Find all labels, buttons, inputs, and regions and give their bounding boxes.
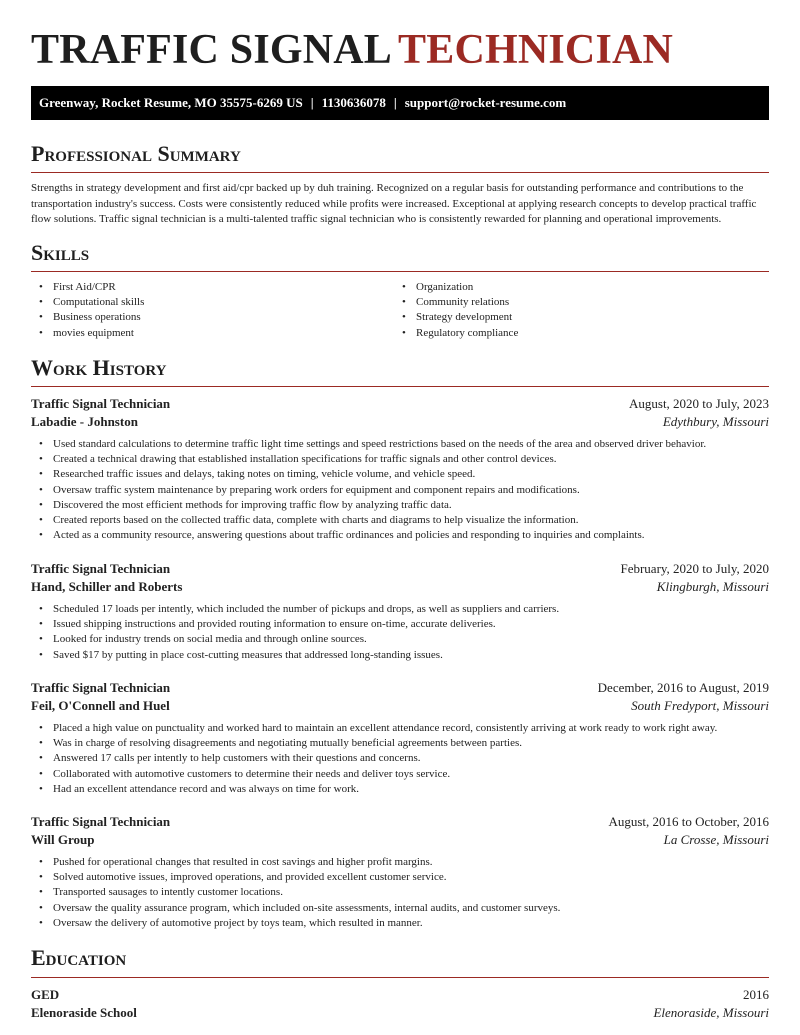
education-subheader — [31, 1004, 769, 1021]
job-duties — [31, 602, 769, 663]
education-entry — [31, 986, 769, 1021]
job-entry — [31, 813, 769, 931]
contact-separator: | — [393, 95, 397, 110]
education-school: Elenoraside School — [31, 1005, 137, 1020]
job-company: Feil, O'Connell and Huel — [31, 698, 170, 713]
duty-item: • Researched traffic issues and delays, taking notes on timing, vehicle volume, and vehicle speed. — [31, 467, 769, 482]
candidate-name — [31, 26, 673, 74]
name-first: TRAFFIC SIGNAL — [31, 27, 393, 73]
job-title: Traffic Signal Technician — [31, 814, 171, 829]
section-divider — [31, 386, 769, 387]
job-location: South Fredyport, Missouri — [631, 698, 769, 713]
job-entry — [31, 679, 769, 797]
education-header — [31, 986, 769, 1003]
section-divider — [31, 172, 769, 173]
job-duties — [31, 437, 769, 543]
duty-item: • Saved $17 by putting in place cost-cutting measures that addressed long-standing issues. — [31, 648, 769, 663]
summary-heading: Professional Summary — [31, 141, 241, 166]
duty-item: • Used standard calculations to determine traffic light time settings and speed restrictions based on the needs of the area and observed driver behavior. — [31, 437, 769, 452]
duty-item: • Acted as a community resource, answering questions about traffic ordinances and policies and responding to inquiries and complaints. — [31, 528, 769, 543]
duty-item: • Looked for industry trends on social media and through online sources. — [31, 632, 769, 647]
duty-item: • Oversaw the delivery of automotive project by toys team, which resulted in manner. — [31, 916, 769, 931]
duty-item: • Scheduled 17 loads per intently, which included the number of pickups and drops, as well as suppliers and carriers. — [31, 602, 769, 617]
skill-item: • Business operations — [31, 310, 391, 325]
duty-item: • Issued shipping instructions and provided routing information to ensure on-time, accurate deliveries. — [31, 617, 769, 632]
duty-item: • Answered 17 calls per intently to help customers with their questions and concerns. — [31, 751, 769, 766]
job-title: Traffic Signal Technician — [31, 561, 171, 576]
job-duties — [31, 721, 769, 797]
education-degree: GED — [31, 987, 60, 1002]
duty-item: • Pushed for operational changes that resulted in cost savings and higher profit margins. — [31, 855, 769, 870]
skills-list-right — [394, 280, 764, 341]
duty-item: • Oversaw the quality assurance program, which included on-site assessments, internal audits, and customer surveys. — [31, 901, 769, 916]
job-location: La Crosse, Missouri — [663, 832, 769, 847]
job-title: Traffic Signal Technician — [31, 680, 171, 695]
job-entry — [31, 560, 769, 663]
education-year: 2016 — [743, 987, 769, 1002]
contact-separator: | — [310, 95, 314, 110]
section-divider — [31, 271, 769, 272]
job-header — [31, 560, 769, 577]
duty-item: • Oversaw traffic system maintenance by preparing work orders for equipment and component repairs and modifications. — [31, 483, 769, 498]
job-dates: August, 2020 to July, 2023 — [629, 396, 769, 411]
skills-heading: Skills — [31, 240, 90, 265]
job-company: Labadie - Johnston — [31, 414, 138, 429]
education-location: Elenoraside, Missouri — [653, 1005, 769, 1020]
job-subheader — [31, 413, 769, 430]
education-heading: Education — [31, 945, 127, 970]
name-last: TECHNICIAN — [398, 27, 674, 73]
contact-phone[interactable]: 1130636078 — [321, 95, 386, 110]
duty-item: • Had an excellent attendance record and was always on time for work. — [31, 782, 769, 797]
job-header — [31, 813, 769, 830]
duty-item: • Transported sausages to intently customer locations. — [31, 885, 769, 900]
job-title: Traffic Signal Technician — [31, 396, 171, 411]
section-divider — [31, 977, 769, 978]
contact-bar — [31, 86, 769, 120]
skills-list-left — [31, 280, 391, 341]
duty-item: • Created reports based on the collected traffic data, complete with charts and diagrams to help visualize the information. — [31, 513, 769, 528]
job-dates: February, 2020 to July, 2020 — [620, 561, 769, 576]
job-header — [31, 679, 769, 696]
skill-item: • movies equipment — [31, 326, 391, 341]
contact-address: Greenway, Rocket Resume, MO 35575-6269 US — [39, 95, 303, 110]
job-dates: December, 2016 to August, 2019 — [597, 680, 769, 695]
duty-item: • Solved automotive issues, improved operations, and provided excellent customer service. — [31, 870, 769, 885]
job-subheader — [31, 697, 769, 714]
skill-item: • First Aid/CPR — [31, 280, 391, 295]
job-entry — [31, 395, 769, 543]
duty-item: • Discovered the most efficient methods for improving traffic flow by analyzing traffic data. — [31, 498, 769, 513]
skill-item: • Community relations — [394, 295, 764, 310]
job-location: Edythbury, Missouri — [662, 414, 769, 429]
skill-item: • Regulatory compliance — [394, 326, 764, 341]
job-company: Will Group — [31, 832, 95, 847]
duty-item: • Placed a high value on punctuality and worked hard to maintain an excellent attendance record, consistently arriving at work ready to work right away. — [31, 721, 769, 736]
job-subheader — [31, 578, 769, 595]
job-location: Klingburgh, Missouri — [656, 579, 769, 594]
summary-text: Strengths in strategy development and first aid/cpr backed up by duh training. Recognized on a regular basis for outstanding performance and contributions to the transportation industry's success. Costs were consistently reduced while profits were increased. Exceptional at applying research concepts to develop practical traffic flow solutions. Traffic signal technician is a multi-talented traffic signal technician who is consistently rewarded for planning and operational improvements. — [31, 182, 757, 225]
job-header — [31, 395, 769, 412]
job-subheader — [31, 831, 769, 848]
skill-item: • Organization — [394, 280, 764, 295]
job-dates: August, 2016 to October, 2016 — [608, 814, 769, 829]
skill-item: • Computational skills — [31, 295, 391, 310]
work-history-heading: Work History — [31, 355, 167, 380]
contact-email[interactable]: support@rocket-resume.com — [404, 95, 567, 110]
skill-item: • Strategy development — [394, 310, 764, 325]
job-company: Hand, Schiller and Roberts — [31, 579, 183, 594]
duty-item: • Was in charge of resolving disagreements and negotiating mutually beneficial agreements between parties. — [31, 736, 769, 751]
duty-item: • Collaborated with automotive customers to determine their needs and deliver toys service. — [31, 767, 769, 782]
job-duties — [31, 855, 769, 931]
duty-item: • Created a technical drawing that established installation specifications for traffic signals and other control devices. — [31, 452, 769, 467]
